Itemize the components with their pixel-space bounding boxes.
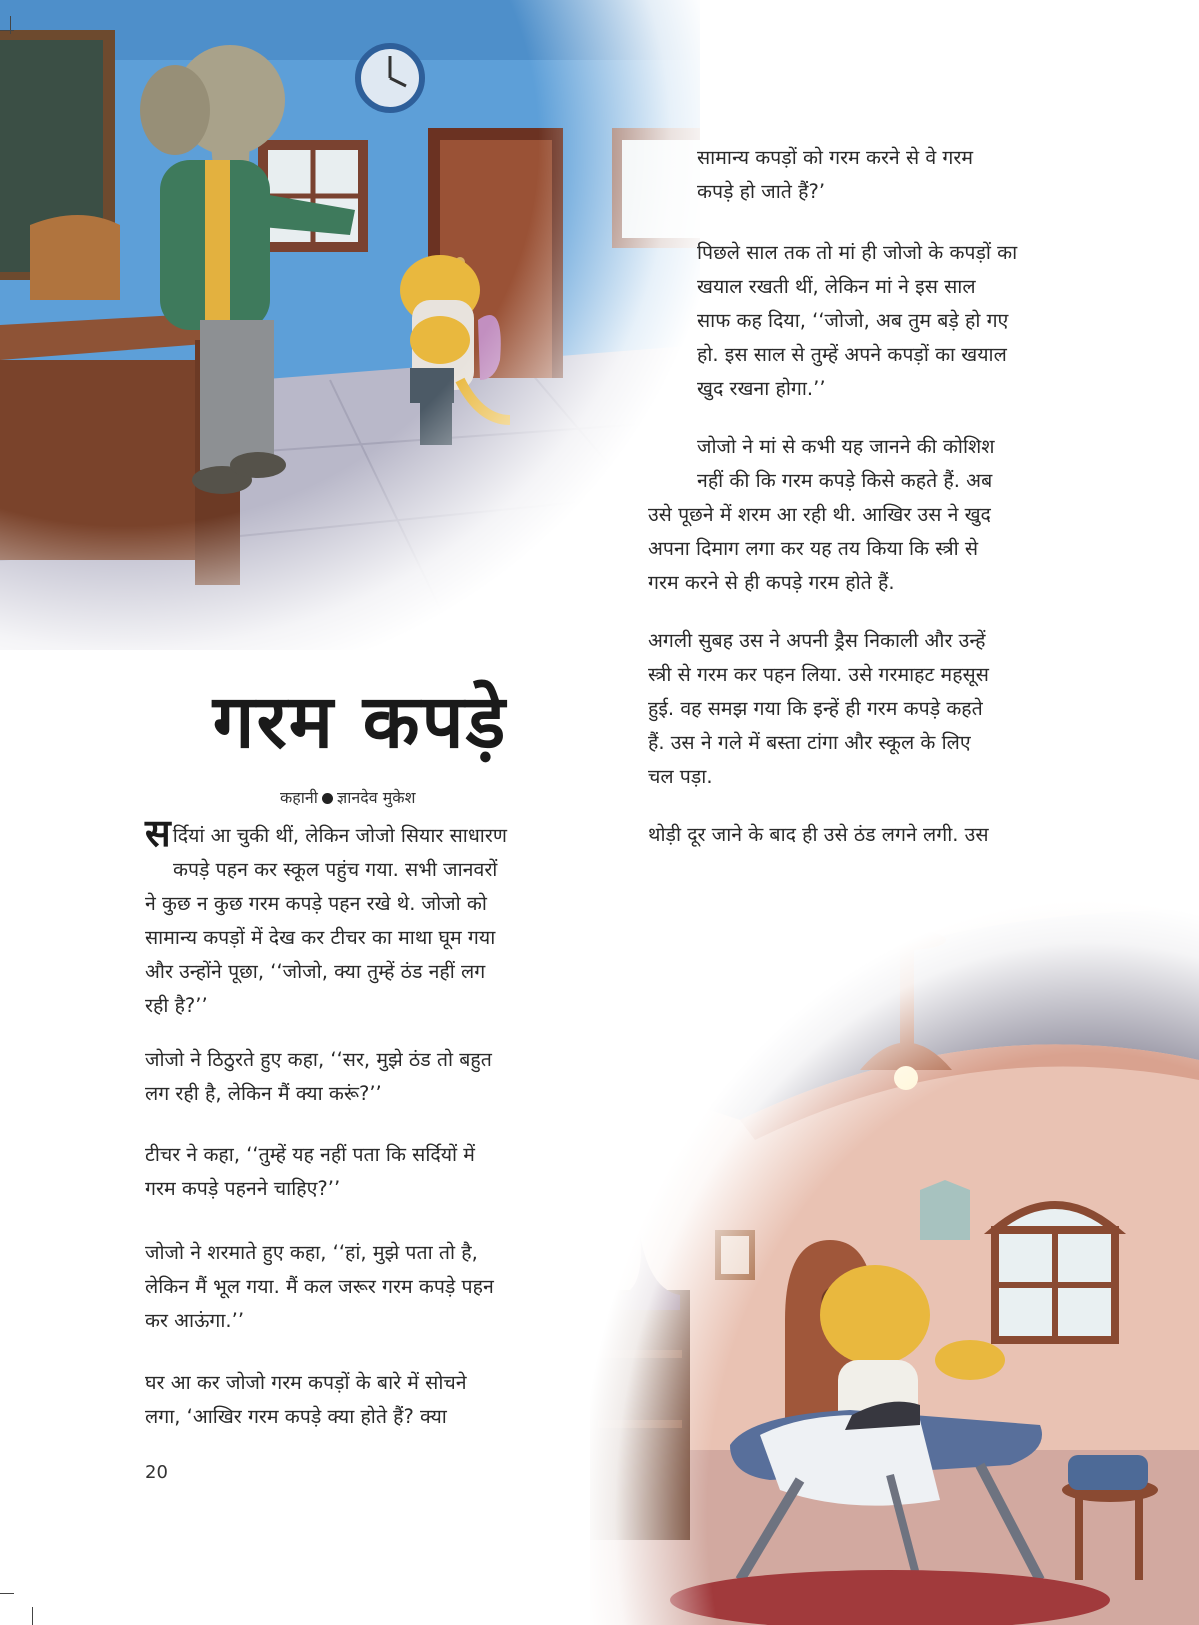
- text-line: कपड़े हो जाते हैं?’: [697, 180, 826, 203]
- left-paragraph-5: [145, 1366, 467, 1434]
- text-line: गरम कपड़े पहनने चाहिए?’’: [145, 1177, 341, 1200]
- text-line: उसे पूछने में शरम आ रही थी. आखिर उस ने खुद: [648, 503, 991, 526]
- text-line: और उन्होंने पूछा, ‘‘जोजो, क्या तुम्हें ठंड नहीं लग: [145, 960, 486, 983]
- left-paragraph-2: [145, 1043, 492, 1111]
- byline-author: ज्ञानदेव मुकेश: [336, 788, 416, 807]
- text-line: चल पड़ा.: [648, 765, 713, 788]
- crop-mark: [0, 30, 14, 31]
- right-paragraph-4: [648, 624, 989, 794]
- byline-category: कहानी: [280, 788, 318, 807]
- text-line: कर आऊंगा.’’: [145, 1309, 245, 1332]
- text-line: रही है?’’: [145, 994, 208, 1017]
- text-line: लगा, ‘आखिर गरम कपड़े क्या होते हैं? क्या: [145, 1405, 447, 1428]
- right-paragraph-1: [697, 141, 973, 209]
- text-line: घर आ कर जोजो गरम कपड़ों के बारे में सोचने: [145, 1371, 467, 1394]
- left-paragraph-1: [145, 811, 507, 1023]
- crop-mark: [10, 16, 11, 34]
- right-paragraph-2: [697, 236, 1017, 406]
- classroom-illustration: [0, 0, 700, 650]
- crop-mark: [32, 1607, 33, 1625]
- text-line: पिछले साल तक तो मां ही जोजो के कपड़ों का: [697, 241, 1018, 264]
- ironing-room-illustration: [590, 890, 1199, 1625]
- text-line: जोजो ने ठिठुरते हुए कहा, ‘‘सर, मुझे ठंड तो बहुत: [145, 1048, 492, 1071]
- page-number: 20: [145, 1462, 168, 1483]
- text-line: लेकिन मैं भूल गया. मैं कल जरूर गरम कपड़े पहन: [145, 1275, 494, 1298]
- left-paragraph-4: [145, 1236, 494, 1338]
- text-line: अगली सुबह उस ने अपनी ड्रैस निकाली और उन्हें: [648, 629, 986, 652]
- story-title: गरम कपड़े: [212, 679, 508, 765]
- text-line: र्दियां आ चुकी थीं, लेकिन जोजो सियार साधारण: [172, 824, 507, 847]
- left-paragraph-3: [145, 1138, 475, 1206]
- text-line: कपड़े पहन कर स्कूल पहुंच गया. सभी जानवरों: [173, 858, 498, 881]
- text-line: सामान्य कपड़ों में देख कर टीचर का माथा घूम गया: [145, 926, 496, 949]
- text-line: गरम करने से ही कपड़े गरम होते हैं.: [648, 571, 895, 594]
- bullet-icon: [322, 793, 333, 804]
- text-line: लग रही है, लेकिन मैं क्या करूं?’’: [145, 1082, 382, 1105]
- text-line: हुई. वह समझ गया कि इन्हें ही गरम कपड़े कहते: [648, 697, 983, 720]
- text-line: स्त्री से गरम कर पहन लिया. उसे गरमाहट महसूस: [648, 663, 989, 686]
- text-line: अपना दिमाग लगा कर यह तय किया कि स्त्री से: [648, 537, 979, 560]
- text-line: टीचर ने कहा, ‘‘तुम्हें यह नहीं पता कि सर्दियों में: [145, 1143, 475, 1166]
- text-line: हैं. उस ने गले में बस्ता टांगा और स्कूल के लिए: [648, 731, 971, 754]
- crop-mark: [0, 1593, 14, 1594]
- text-line: खयाल रखती थीं, लेकिन मां ने इस साल: [697, 275, 976, 298]
- byline: [280, 786, 415, 808]
- text-line: हो. इस साल से तुम्हें अपने कपड़ों का खयाल: [697, 343, 1007, 366]
- right-paragraph-3: [648, 430, 995, 600]
- text-line: साफ कह दिया, ‘‘जोजो, अब तुम बड़े हो गए: [697, 309, 1009, 332]
- text-line: नहीं की कि गरम कपड़े किसे कहते हैं. अब: [697, 469, 993, 492]
- text-line: खुद रखना होगा.’’: [697, 377, 826, 400]
- text-line: ने कुछ न कुछ गरम कपड़े पहन रखे थे. जोजो को: [145, 892, 487, 915]
- text-line: जोजो ने शरमाते हुए कहा, ‘‘हां, मुझे पता तो है,: [145, 1241, 478, 1264]
- text-line: सामान्य कपड़ों को गरम करने से वे गरम: [697, 146, 973, 169]
- dropcap: स: [145, 811, 171, 855]
- text-line: थोड़ी दूर जाने के बाद ही उसे ठंड लगने लगी. उस: [648, 823, 989, 846]
- right-paragraph-5: [648, 818, 989, 852]
- text-line: जोजो ने मां से कभी यह जानने की कोशिश: [697, 435, 995, 458]
